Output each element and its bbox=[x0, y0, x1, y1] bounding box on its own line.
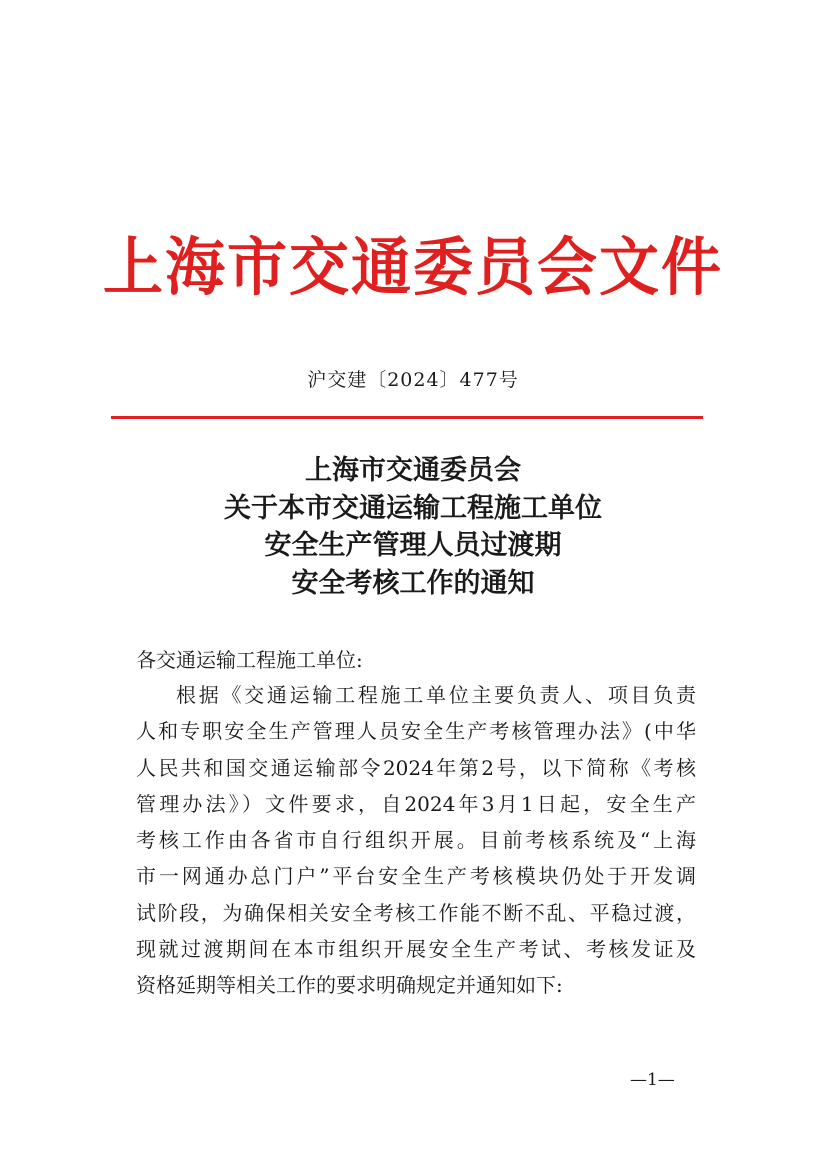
body-line: 管理办法》）文件要求，自2024年3月1日起，安全生产 bbox=[136, 791, 696, 816]
body-line: 市一网通办总门户”平台安全生产考核模块仍处于开发调 bbox=[136, 864, 696, 889]
body-paragraph bbox=[136, 677, 696, 1004]
body-line: 人和专职安全生产管理人员安全生产考核管理办法》(中华 bbox=[136, 719, 696, 744]
page-number: —1— bbox=[630, 1070, 675, 1090]
masthead-title: 上海市交通委员会文件 bbox=[103, 231, 723, 305]
salutation: 各交通运输工程施工单位: bbox=[136, 648, 363, 672]
body-line: 根据《交通运输工程施工单位主要负责人、项目负责 bbox=[176, 683, 696, 707]
document-number: 沪交建〔2024〕477号 bbox=[307, 369, 519, 391]
title-line: 安全生产管理人员过渡期 bbox=[264, 530, 562, 561]
title-line: 关于本市交通运输工程施工单位 bbox=[224, 492, 602, 524]
body-line: 试阶段，为确保相关安全考核工作能不断不乱、平稳过渡， bbox=[136, 900, 696, 925]
body-line: 人民共和国交通运输部令2024年第2号，以下简称《考核 bbox=[136, 755, 696, 780]
body-line: 资格延期等相关工作的要求明确规定并通知如下: bbox=[136, 973, 563, 998]
title-line: 安全考核工作的通知 bbox=[291, 567, 535, 599]
body-line: 现就过渡期间在本市组织开展安全生产考试、考核发证及 bbox=[136, 937, 696, 962]
title-line: 上海市交通委员会 bbox=[305, 455, 521, 486]
red-divider-line bbox=[111, 416, 703, 419]
notice-title bbox=[0, 452, 826, 602]
body-line: 考核工作由各省市自行组织开展。目前考核系统及“上海 bbox=[136, 828, 696, 853]
